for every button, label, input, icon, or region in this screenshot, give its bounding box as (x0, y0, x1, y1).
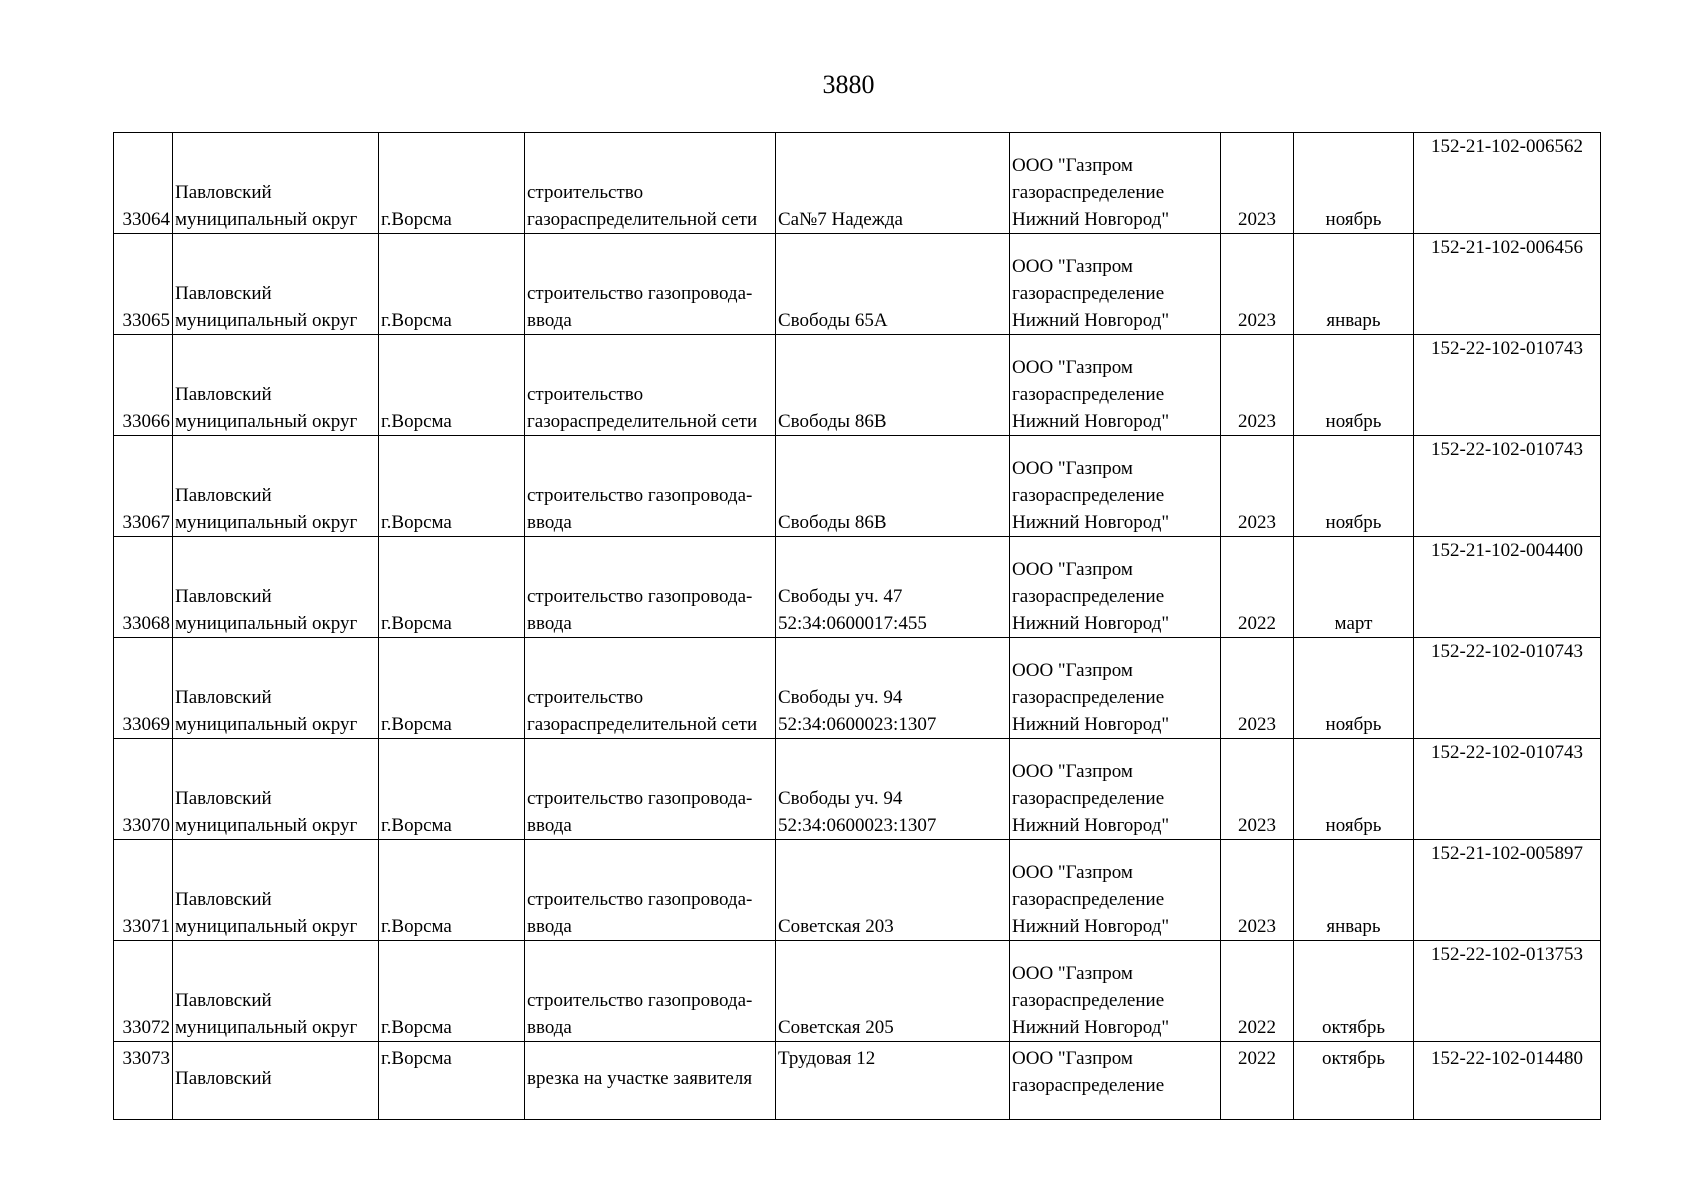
cell-settlement: г.Ворсма (379, 941, 525, 1042)
cell-municipality-line: Павловский (175, 889, 272, 910)
cell-year: 2022 (1221, 941, 1294, 1042)
table-row (114, 537, 1601, 638)
cell-month: ноябрь (1294, 436, 1414, 537)
cell-municipality-line: Павловский (175, 990, 272, 1011)
cell-month: ноябрь (1294, 133, 1414, 234)
cell-month: ноябрь (1294, 739, 1414, 840)
cell-municipality-line: муниципальный округ (175, 613, 358, 634)
cell-organization-line: Нижний Новгород" (1012, 613, 1170, 634)
cell-address (776, 739, 1010, 840)
cell-organization-line: Нижний Новгород" (1012, 411, 1170, 432)
cell-organization-line: газораспределение (1012, 586, 1165, 607)
cell-work-type-line: газораспределительной сети (527, 411, 758, 432)
cell-municipality (173, 436, 379, 537)
cell-work-type (525, 436, 776, 537)
cell-work-type (525, 638, 776, 739)
cell-settlement: г.Ворсма (379, 133, 525, 234)
cell-organization-line: Нижний Новгород" (1012, 1017, 1170, 1038)
table-row (114, 638, 1601, 739)
cell-address (776, 133, 1010, 234)
cell-address-line: Са№7 Надежда (778, 209, 903, 230)
cell-organization-line: ООО "Газпром (1012, 559, 1133, 580)
cell-municipality-line: Павловский (175, 485, 272, 506)
cell-municipality-line: Павловский (175, 283, 272, 304)
cell-work-type-line: строительство (527, 182, 644, 203)
cell-municipality-line: Павловский (175, 182, 272, 203)
cell-year: 2022 (1221, 537, 1294, 638)
cell-organization (1010, 638, 1221, 739)
cell-year: 2023 (1221, 638, 1294, 739)
cell-municipality-line: муниципальный округ (175, 916, 358, 937)
cell-organization-line: газораспределение (1012, 1075, 1165, 1096)
cell-work-type-line: врезка на участке заявителя (527, 1068, 753, 1089)
cell-municipality (173, 638, 379, 739)
cell-month: январь (1294, 234, 1414, 335)
cell-code: 152-21-102-006456 (1414, 234, 1601, 335)
cell-work-type-line: строительство газопровода- (527, 586, 753, 607)
cell-work-type (525, 335, 776, 436)
cell-year: 2023 (1221, 234, 1294, 335)
cell-work-type-line: газораспределительной сети (527, 714, 758, 735)
cell-address (776, 1042, 1010, 1120)
cell-work-type (525, 234, 776, 335)
cell-settlement: г.Ворсма (379, 840, 525, 941)
cell-address-line: Свободы уч. 94 (778, 788, 903, 809)
cell-work-type-line: строительство газопровода- (527, 990, 753, 1011)
cell-month: октябрь (1294, 941, 1414, 1042)
cell-year: 2023 (1221, 739, 1294, 840)
cell-month: ноябрь (1294, 335, 1414, 436)
cell-municipality-line: муниципальный округ (175, 512, 358, 533)
cell-organization (1010, 133, 1221, 234)
table-row (114, 941, 1601, 1042)
cell-year: 2023 (1221, 335, 1294, 436)
cell-organization (1010, 1042, 1221, 1120)
cell-municipality (173, 335, 379, 436)
registry-table (113, 132, 1601, 1120)
cell-code: 152-22-102-010743 (1414, 335, 1601, 436)
cell-settlement: г.Ворсма (379, 638, 525, 739)
cell-code: 152-22-102-014480 (1414, 1042, 1601, 1120)
cell-municipality (173, 133, 379, 234)
cell-organization-line: Нижний Новгород" (1012, 209, 1170, 230)
cell-work-type (525, 1042, 776, 1120)
cell-organization-line: ООО "Газпром (1012, 357, 1133, 378)
cell-organization (1010, 739, 1221, 840)
cell-municipality (173, 739, 379, 840)
cell-municipality-line: Павловский (175, 1068, 272, 1089)
cell-address-line: Свободы уч. 94 (778, 687, 903, 708)
cell-record-number: 33070 (114, 739, 173, 840)
cell-organization-line: ООО "Газпром (1012, 761, 1133, 782)
cell-address (776, 638, 1010, 739)
cell-address-line: Советская 205 (778, 1017, 894, 1038)
cell-year: 2022 (1221, 1042, 1294, 1120)
cell-code: 152-21-102-004400 (1414, 537, 1601, 638)
cell-organization-line: ООО "Газпром (1012, 256, 1133, 277)
cell-organization-line: Нижний Новгород" (1012, 310, 1170, 331)
cell-month: ноябрь (1294, 638, 1414, 739)
cell-work-type-line: ввода (527, 613, 572, 634)
cell-address-line: 52:34:0600023:1307 (778, 815, 937, 836)
cell-organization (1010, 941, 1221, 1042)
cell-code: 152-21-102-006562 (1414, 133, 1601, 234)
cell-organization-line: Нижний Новгород" (1012, 916, 1170, 937)
cell-work-type (525, 537, 776, 638)
cell-address (776, 941, 1010, 1042)
cell-code: 152-22-102-013753 (1414, 941, 1601, 1042)
cell-record-number: 33065 (114, 234, 173, 335)
cell-organization-line: газораспределение (1012, 687, 1165, 708)
cell-address-line: Свободы 86В (778, 512, 887, 533)
cell-organization (1010, 234, 1221, 335)
cell-organization-line: ООО "Газпром (1012, 862, 1133, 883)
cell-organization-line: газораспределение (1012, 485, 1165, 506)
page-number: 3880 (822, 70, 875, 99)
cell-record-number: 33067 (114, 436, 173, 537)
cell-organization-line: Нижний Новгород" (1012, 714, 1170, 735)
cell-municipality (173, 537, 379, 638)
cell-organization-line: ООО "Газпром (1012, 1048, 1133, 1069)
cell-work-type-line: строительство (527, 687, 644, 708)
cell-year: 2023 (1221, 436, 1294, 537)
cell-organization (1010, 537, 1221, 638)
cell-work-type-line: строительство газопровода- (527, 283, 753, 304)
cell-settlement: г.Ворсма (379, 436, 525, 537)
cell-year: 2023 (1221, 840, 1294, 941)
cell-work-type-line: ввода (527, 310, 572, 331)
cell-year: 2023 (1221, 133, 1294, 234)
cell-organization-line: Нижний Новгород" (1012, 512, 1170, 533)
cell-municipality-line: Павловский (175, 788, 272, 809)
cell-settlement: г.Ворсма (379, 537, 525, 638)
cell-municipality (173, 840, 379, 941)
cell-month: октябрь (1294, 1042, 1414, 1120)
cell-municipality (173, 234, 379, 335)
table-row (114, 436, 1601, 537)
cell-address-line: Свободы 65А (778, 310, 888, 331)
cell-work-type (525, 840, 776, 941)
cell-work-type (525, 941, 776, 1042)
cell-municipality-line: Павловский (175, 384, 272, 405)
cell-municipality-line: муниципальный округ (175, 411, 358, 432)
table-row (114, 739, 1601, 840)
cell-municipality-line: муниципальный округ (175, 209, 358, 230)
cell-organization-line: газораспределение (1012, 889, 1165, 910)
cell-address (776, 840, 1010, 941)
cell-address-line: Свободы уч. 47 (778, 586, 903, 607)
cell-organization-line: газораспределение (1012, 788, 1165, 809)
cell-month: март (1294, 537, 1414, 638)
cell-work-type-line: газораспределительной сети (527, 209, 758, 230)
cell-work-type-line: ввода (527, 916, 572, 937)
cell-organization (1010, 436, 1221, 537)
cell-municipality-line: Павловский (175, 687, 272, 708)
cell-organization-line: газораспределение (1012, 990, 1165, 1011)
table-row (114, 133, 1601, 234)
cell-organization-line: ООО "Газпром (1012, 660, 1133, 681)
cell-address-line: 52:34:0600023:1307 (778, 714, 937, 735)
cell-record-number: 33073 (114, 1042, 173, 1120)
cell-work-type (525, 133, 776, 234)
cell-record-number: 33064 (114, 133, 173, 234)
cell-municipality (173, 1042, 379, 1120)
cell-municipality-line: Павловский (175, 586, 272, 607)
cell-organization-line: газораспределение (1012, 384, 1165, 405)
cell-settlement: г.Ворсма (379, 739, 525, 840)
cell-organization-line: ООО "Газпром (1012, 963, 1133, 984)
cell-month: январь (1294, 840, 1414, 941)
cell-work-type-line: строительство газопровода- (527, 788, 753, 809)
table-row (114, 840, 1601, 941)
cell-settlement: г.Ворсма (379, 1042, 525, 1120)
cell-record-number: 33072 (114, 941, 173, 1042)
table-row (114, 234, 1601, 335)
cell-address-line: Советская 203 (778, 916, 894, 937)
cell-work-type-line: строительство (527, 384, 644, 405)
cell-work-type-line: строительство газопровода- (527, 485, 753, 506)
cell-settlement: г.Ворсма (379, 335, 525, 436)
cell-work-type (525, 739, 776, 840)
registry-table-body (114, 133, 1601, 1120)
cell-address-line: Трудовая 12 (778, 1048, 876, 1069)
cell-code: 152-22-102-010743 (1414, 436, 1601, 537)
cell-record-number: 33068 (114, 537, 173, 638)
cell-municipality (173, 941, 379, 1042)
cell-work-type-line: строительство газопровода- (527, 889, 753, 910)
cell-address (776, 436, 1010, 537)
cell-address (776, 335, 1010, 436)
cell-organization-line: ООО "Газпром (1012, 155, 1133, 176)
cell-municipality-line: муниципальный округ (175, 310, 358, 331)
cell-code: 152-22-102-010743 (1414, 638, 1601, 739)
cell-address (776, 234, 1010, 335)
cell-code: 152-21-102-005897 (1414, 840, 1601, 941)
cell-municipality-line: муниципальный округ (175, 815, 358, 836)
cell-work-type-line: ввода (527, 512, 572, 533)
cell-organization-line: газораспределение (1012, 182, 1165, 203)
cell-work-type-line: ввода (527, 1017, 572, 1038)
cell-record-number: 33066 (114, 335, 173, 436)
cell-municipality-line: муниципальный округ (175, 714, 358, 735)
cell-organization (1010, 840, 1221, 941)
cell-code: 152-22-102-010743 (1414, 739, 1601, 840)
table-row (114, 1042, 1601, 1120)
cell-organization (1010, 335, 1221, 436)
cell-record-number: 33069 (114, 638, 173, 739)
cell-address-line: Свободы 86В (778, 411, 887, 432)
table-row (114, 335, 1601, 436)
cell-work-type-line: ввода (527, 815, 572, 836)
cell-municipality-line: муниципальный округ (175, 1017, 358, 1038)
cell-address-line: 52:34:0600017:455 (778, 613, 927, 634)
cell-settlement: г.Ворсма (379, 234, 525, 335)
cell-record-number: 33071 (114, 840, 173, 941)
cell-organization-line: газораспределение (1012, 283, 1165, 304)
cell-address (776, 537, 1010, 638)
cell-organization-line: ООО "Газпром (1012, 458, 1133, 479)
cell-organization-line: Нижний Новгород" (1012, 815, 1170, 836)
